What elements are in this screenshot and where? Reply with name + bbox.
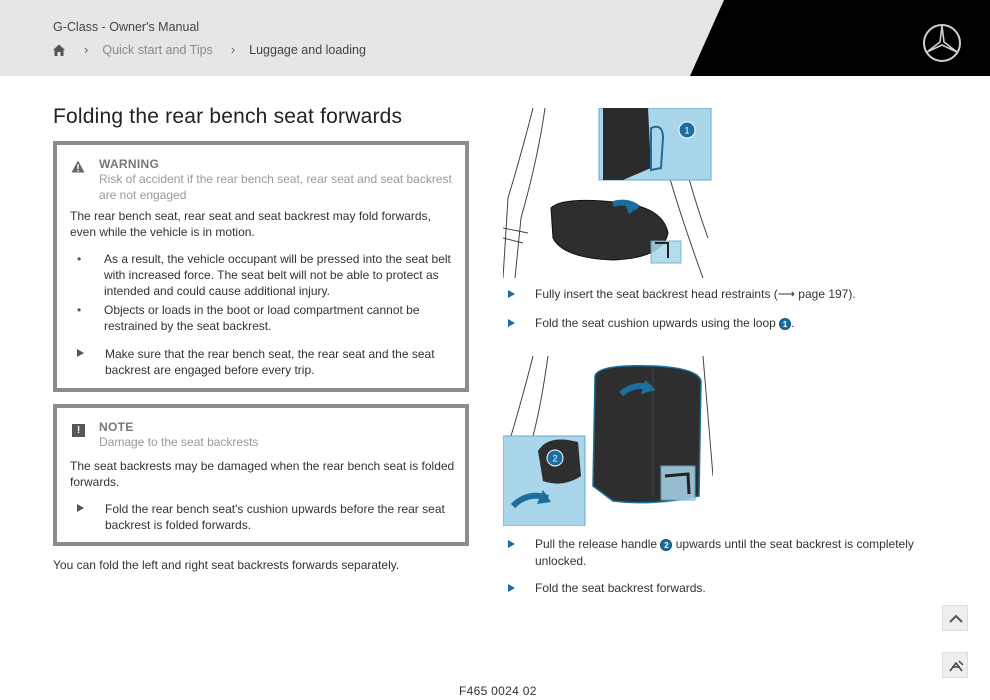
warning-step-text: Make sure that the rear bench seat, the rear seat and the seat backrest are engaged before every trip. [105,347,435,377]
step-text: Pull the release handle [535,537,661,551]
tool-icon [943,653,969,679]
note-header [99,420,459,450]
callout-badge-1: 1 [779,318,791,330]
step-insert-head-restraints [507,286,927,303]
step-fold-seat-cushion [507,315,927,332]
callout-badge-2: 2 [660,539,672,551]
breadcrumb-current: Luggage and loading [249,42,366,57]
note-body: The seat backrests may be damaged when the rear bench seat is folded forwards. [70,459,455,489]
step-arrow-icon [77,349,84,357]
step-arrow-icon [508,584,515,592]
tool-button[interactable] [942,652,968,678]
step-arrow-icon [508,290,515,298]
warning-subtitle: Risk of accident if the rear bench seat, rear seat and seat backrest are not engaged [99,172,452,202]
note-step-text: Fold the rear bench seat's cushion upwards before the rear seat backrest is folded forwards. [105,502,445,532]
figure-code: F465 0024 02 [459,684,537,698]
svg-text:1: 1 [684,125,690,136]
note-subtitle: Damage to the seat backrests [99,435,259,449]
note-exclamation-icon: ! [72,424,85,437]
chevron-right-icon: › [84,42,89,57]
svg-text:2: 2 [552,453,558,464]
step-text-end: . [791,316,795,330]
step-arrow-icon [508,319,515,327]
scroll-to-top-button[interactable] [942,605,968,631]
warning-label: WARNING [99,157,160,171]
mercedes-star-logo[interactable] [922,23,962,63]
list-item: • Objects or loads in the boot or load compartment cannot be restrained by the seat backrest. [70,302,460,334]
list-item: • As a result, the vehicle occupant will be pressed into the seat belt with increased force. The seat belt will not be able to protect as intended and could cause additional injury. [70,251,460,299]
warning-header [99,157,459,203]
page-title: Folding the rear bench seat forwards [53,105,403,128]
note-label: NOTE [99,420,134,434]
warning-body: The rear bench seat, rear seat and seat backrest may fold forwards, even while the vehicle is in motion. [70,209,431,239]
note-box [53,404,469,546]
warning-step [70,346,460,378]
step-arrow-icon [508,540,515,548]
step-arrow-icon [77,504,84,512]
intro-text: You can fold the left and right seat backrests forwards separately. [53,558,400,572]
seat-cushion-illustration [503,108,713,278]
chevron-up-icon [943,606,969,632]
step-text-end: upwards until the seat backrest is completely unlocked. [535,537,914,568]
home-icon[interactable] [52,43,66,57]
chevron-right-icon: › [230,42,236,57]
note-step [70,501,460,533]
step-pull-release-handle [507,536,927,570]
warning-box [53,141,469,392]
step-text: Fold the seat backrest forwards. [535,581,706,595]
breadcrumb [52,42,366,57]
step-text: Fold the seat cushion upwards using the loop [535,316,780,330]
warning-bullets [70,251,460,337]
seat-backrest-illustration [503,356,713,526]
breadcrumb-link-quick-start[interactable]: Quick start and Tips [102,42,213,57]
step-fold-backrest [507,580,927,597]
document-title: G-Class - Owner's Manual [53,20,200,34]
step-text: Fully insert the seat backrest head restraints (⟶ page 197). [535,287,856,301]
warning-triangle-icon [71,160,85,173]
